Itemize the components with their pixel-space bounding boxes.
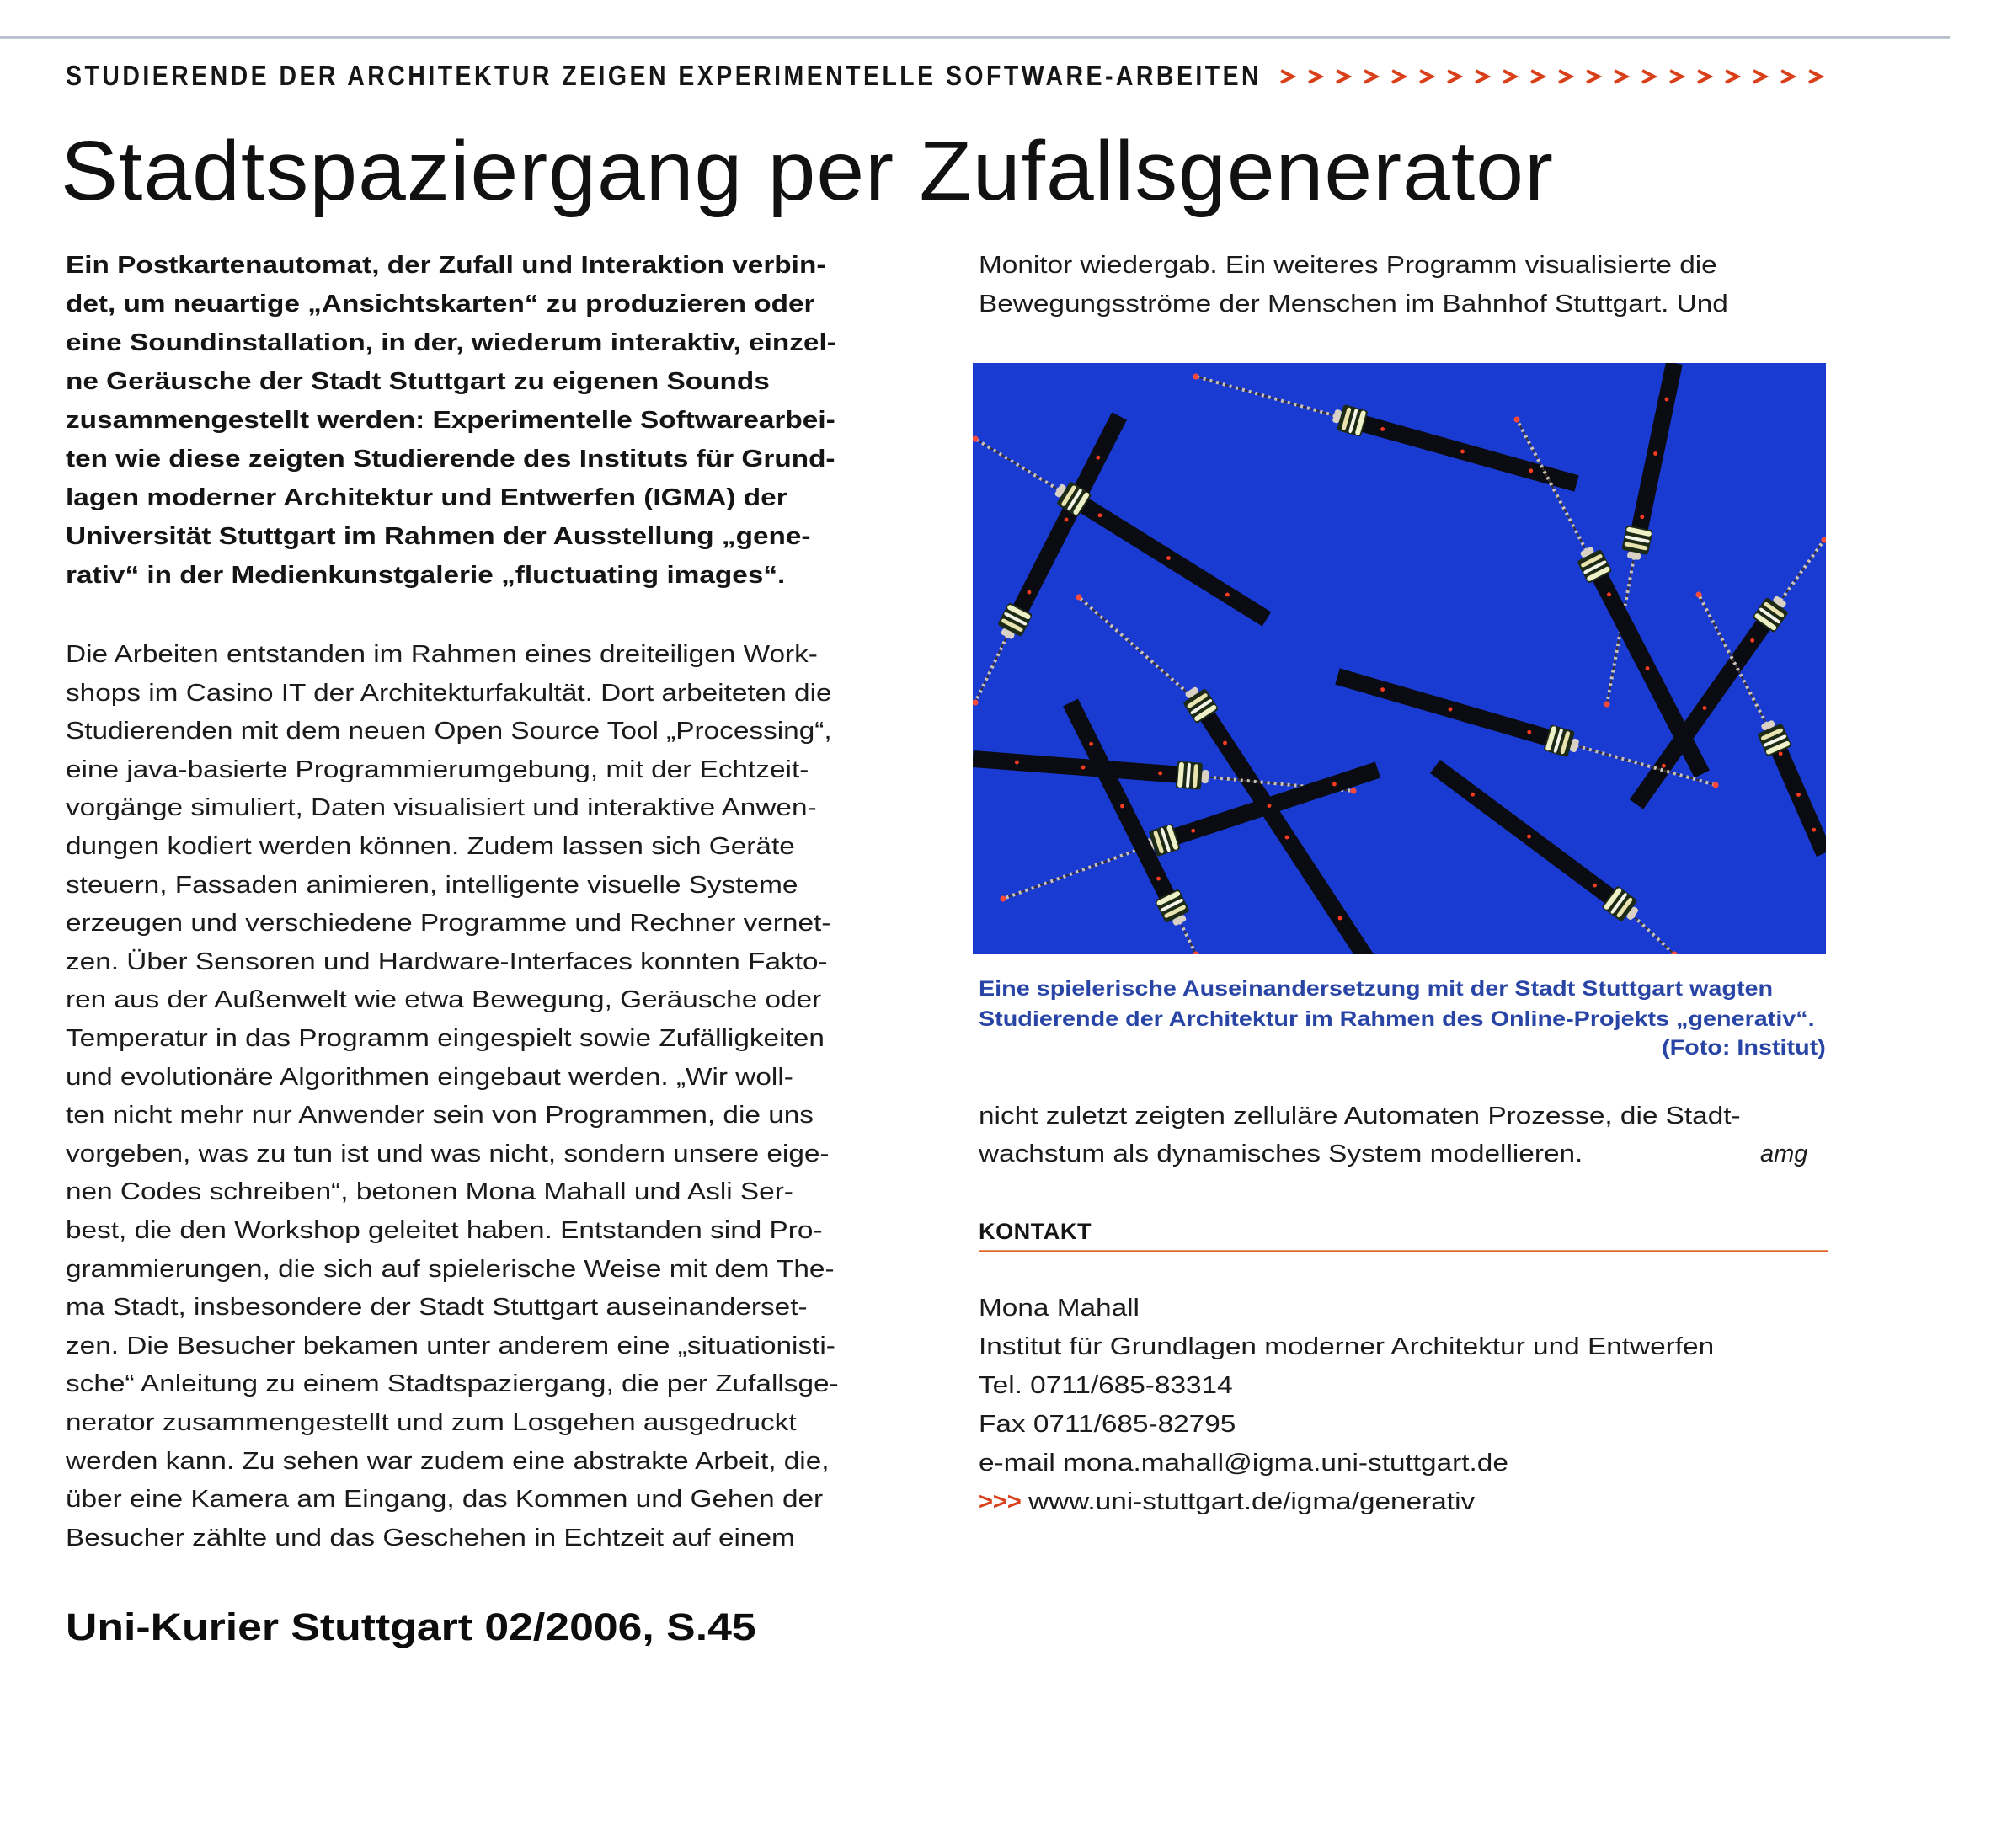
lead-line: lagen moderner Architektur und Entwerfen (IGMA) der xyxy=(66,484,787,511)
lead-line: ne Geräusche der Stadt Stuttgart zu eigenen Sounds xyxy=(66,368,770,395)
chevron-right-icon xyxy=(1668,62,1686,91)
body-left-line: grammierungen, die sich auf spielerische Weise mit dem The- xyxy=(66,1255,835,1283)
tv-tower-pod xyxy=(1620,525,1653,562)
body-left-line: nerator zusammengestellt und zum Losgehen ausgedruckt xyxy=(66,1409,797,1436)
photo-caption-line: Studierende der Architektur im Rahmen des Online-Projekts „generativ“. xyxy=(979,1007,1815,1031)
kicker-text: STUDIERENDE DER ARCHITEKTUR ZEIGEN EXPERIMENTELLE SOFTWARE-ARBEITEN xyxy=(66,60,1262,91)
contact-url[interactable]: www.uni-stuttgart.de/igma/generativ xyxy=(1028,1488,1475,1515)
chevron-right-icon xyxy=(1807,62,1825,91)
chevron-right-icon xyxy=(1695,62,1714,91)
body-left-line: Besucher zählte und das Geschehen in Echtzeit auf einem xyxy=(66,1524,795,1552)
chevron-right-icon xyxy=(1334,62,1353,91)
body-left-line: erzeugen und verschiedene Programme und Rechner vernet- xyxy=(66,910,831,937)
body-left-line: dungen kodiert werden können. Zudem lassen sich Geräte xyxy=(66,833,795,860)
page-title: Stadtspaziergang per Zufallsgenerator xyxy=(61,124,1554,218)
chevron-right-icon xyxy=(1612,62,1631,91)
lead-line: rativ“ in der Medienkunstgalerie „fluctuating images“. xyxy=(66,562,786,589)
chevron-right-icon xyxy=(1390,62,1408,91)
chevron-right-icon xyxy=(1584,62,1603,91)
body-left-line: best, die den Workshop geleitet haben. Entstanden sind Pro- xyxy=(66,1217,823,1244)
body-left-line: vorgeben, was zu tun ist und was nicht, sondern unsere eige- xyxy=(66,1140,830,1167)
body-right-line: nicht zuletzt zeigten zelluläre Automaten Prozesse, die Stadt- xyxy=(979,1103,1741,1130)
lead-line: Universität Stuttgart im Rahmen der Ausstellung „gene- xyxy=(66,523,811,550)
body-left-line: nen Codes schreiben“, betonen Mona Mahall und Asli Ser- xyxy=(66,1178,793,1206)
chevron-right-icon xyxy=(1556,62,1575,91)
contact-tel: Tel. 0711/685-83314 xyxy=(979,1372,1233,1399)
chevron-right-icon xyxy=(1445,62,1464,91)
chevron-right-icon xyxy=(1779,62,1797,91)
chevron-right-icon xyxy=(1640,62,1658,91)
body-left-line: Temperatur in das Programm eingespielt sowie Zufälligkeiten xyxy=(66,1025,825,1052)
tv-tower-graphic xyxy=(1193,374,1577,484)
body-left-line: Die Arbeiten entstanden im Rahmen eines dreiteiligen Work- xyxy=(66,641,818,668)
tv-tower-graphic xyxy=(973,416,1119,706)
body-left-line: ma Stadt, insbesondere der Stadt Stuttgart auseinanderset- xyxy=(66,1294,808,1322)
chevron-right-icon xyxy=(1306,62,1325,91)
contact-divider xyxy=(979,1250,1828,1252)
contact-fax: Fax 0711/685-82795 xyxy=(979,1411,1236,1438)
body-left-line: eine java-basierte Programmierumgebung, mit der Echtzeit- xyxy=(66,756,809,783)
chevron-right-icon xyxy=(1278,62,1297,91)
chevron-right-icon xyxy=(1473,62,1492,91)
photo-credit: (Foto: Institut) xyxy=(1662,1036,1826,1060)
lead-line: det, um neuartige „Ansichtskarten“ zu produzieren oder xyxy=(66,291,815,318)
contact-heading: KONTAKT xyxy=(979,1219,1092,1244)
chevron-right-icon xyxy=(1501,62,1519,91)
body-left-line: steuern, Fassaden animieren, intelligente visuelle Systeme xyxy=(66,871,798,899)
contact-link[interactable] xyxy=(979,1487,1475,1516)
body-left-line: shops im Casino IT der Architekturfakultät. Dort arbeiteten die xyxy=(66,679,832,707)
tv-tower-pod xyxy=(1176,761,1209,791)
body-left-line: und evolutionäre Algorithmen eingebaut werden. „Wir woll- xyxy=(66,1063,793,1091)
lead-line: Ein Postkartenautomat, der Zufall und Interaktion verbin- xyxy=(66,252,826,279)
body-left-line: werden kann. Zu sehen war zudem eine abstrakte Arbeit, die, xyxy=(66,1447,830,1475)
chevron-right-icon xyxy=(1723,62,1742,91)
chevron-right-icon xyxy=(1362,62,1380,91)
body-left-line: zen. Über Sensoren und Hardware-Interfaces konnten Fakto- xyxy=(66,948,828,975)
body-left-line: Studierenden mit dem neuen Open Source Tool „Processing“, xyxy=(66,718,832,745)
photo-caption-line: Eine spielerische Auseinandersetzung mit der Stadt Stuttgart wagten xyxy=(979,977,1774,1001)
body-left-line: ten nicht mehr nur Anwender sein von Programmen, die uns xyxy=(66,1102,814,1130)
chevron-right-icon xyxy=(1417,62,1436,91)
body-left-line: vorgänge simuliert, Daten visualisiert und interaktive Anwen- xyxy=(66,794,817,822)
lead-line: eine Soundinstallation, in der, wiederum interaktiv, einzel- xyxy=(66,329,836,356)
tv-tower-graphic xyxy=(1636,537,1826,805)
author-initials: amg xyxy=(1760,1140,1808,1167)
lead-line: zusammengestellt werden: Experimentelle Softwarearbei- xyxy=(66,407,835,434)
lead-line: ten wie diese zeigten Studierende des Instituts für Grund- xyxy=(66,446,835,473)
link-chevrons-icon: >>> xyxy=(979,1488,1022,1515)
body-left-line: zen. Die Besucher bekamen unter anderem eine „situationisti- xyxy=(66,1332,835,1359)
body-right-line: Monitor wiedergab. Ein weiteres Programm visualisierte die xyxy=(979,252,1717,279)
chevron-right-icon xyxy=(1751,62,1769,91)
contact-institute: Institut für Grundlagen moderner Architektur und Entwerfen xyxy=(979,1333,1715,1360)
body-left-line: sche“ Anleitung zu einem Stadtspaziergang, die per Zufallsge- xyxy=(66,1370,839,1398)
body-left-line: über eine Kamera am Eingang, das Kommen und Gehen der xyxy=(66,1486,824,1514)
chevron-right-icon xyxy=(1529,62,1547,91)
body-right-line: wachstum als dynamisches System modellieren. xyxy=(979,1140,1583,1167)
photo-tv-towers xyxy=(973,363,1826,954)
contact-email[interactable]: e-mail mona.mahall@igma.uni-stuttgart.de xyxy=(979,1450,1508,1477)
tv-tower-collage-image xyxy=(973,363,1826,954)
body-left-line: ren aus der Außenwelt wie etwa Bewegung, Geräusche oder xyxy=(66,986,822,1014)
body-right-line: Bewegungsströme der Menschen im Bahnhof Stuttgart. Und xyxy=(979,291,1728,318)
top-rule xyxy=(0,36,1950,39)
contact-name: Mona Mahall xyxy=(979,1295,1140,1322)
tv-tower-graphic xyxy=(973,436,1267,620)
source-citation: Uni-Kurier Stuttgart 02/2006, S.45 xyxy=(66,1605,756,1648)
